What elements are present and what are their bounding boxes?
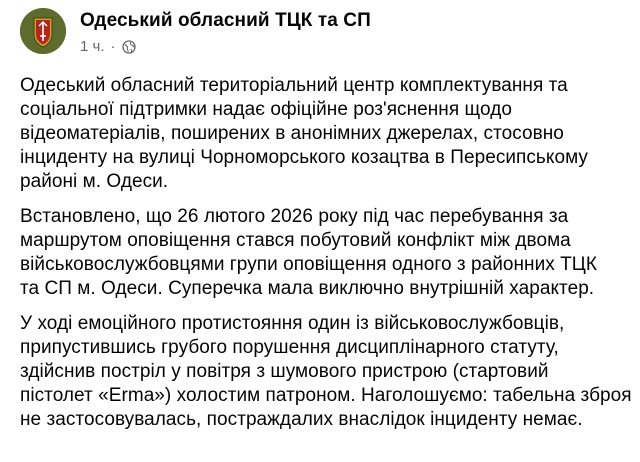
post-header (20, 8, 371, 55)
post-paragraph-1: Одеський обласний територіальний центр комплектування та соціальної підтримки надає офіційне роз'яснення щодо відеоматеріалів, поширених в анонімних джерелах, стосовно інциденту на вулиці Чорноморського козацтва в Пересипському районі м. Одеси. (20, 75, 588, 192)
military-emblem-icon (20, 8, 66, 54)
meta-separator: · (110, 38, 116, 55)
avatar[interactable] (20, 8, 66, 54)
post-paragraph-3: У ході емоційного протистояння один із військовослужбовців, припустившись грубого порушення дисциплінарного статуту, здійснив постріл у повітря з шумового пристрою (стартовий пістолет «Erma») холостим патроном. Наголошуємо: табельна зброя не застосовувалась, постраждалих внаслідок інциденту немає. (20, 313, 632, 430)
globe-icon[interactable] (122, 40, 136, 54)
post-paragraph-2: Встановлено, що 26 лютого 2026 року під час перебування за маршрутом оповіщення стався побутовий конфлікт між двома військовослужбовцями групи оповіщення одного з районних ТЦК та СП м. Одеси. Суперечка мала виключно внутрішній характер. (20, 206, 598, 299)
post-time[interactable]: 1 ч. (80, 38, 105, 55)
page-name-link[interactable]: Одеський обласний ТЦК та СП (80, 10, 371, 31)
header-text (80, 10, 371, 55)
post-body (20, 74, 640, 443)
post-meta (80, 39, 371, 55)
